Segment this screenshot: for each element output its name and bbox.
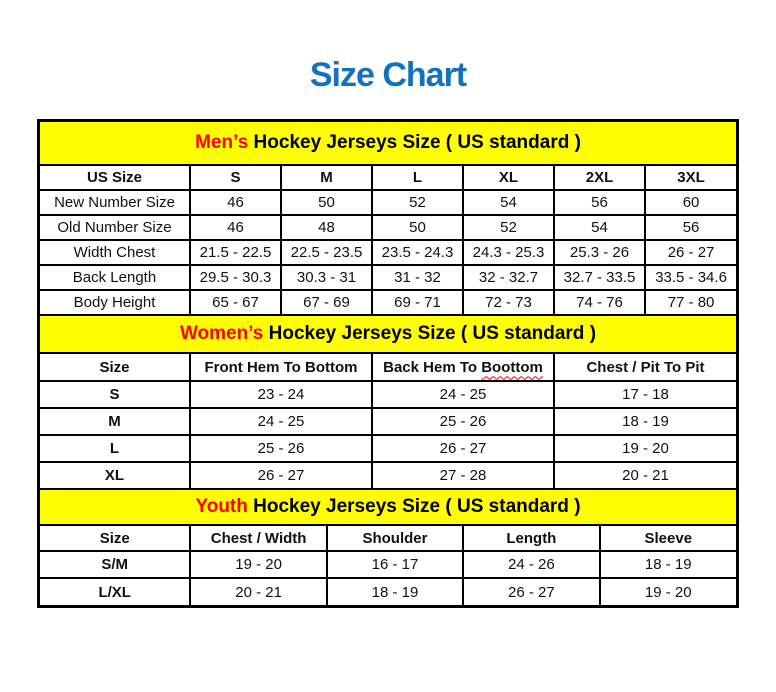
mens-row-new-number-size [40,190,736,215]
size-value: 46 [190,190,281,215]
size-value: 29.5 - 30.3 [190,265,281,290]
page-title: Size Chart [309,56,467,94]
youth-col-header: Length [463,525,599,551]
womens-row-xl [40,462,736,489]
size-value: 48 [281,215,372,240]
youth-banner-highlight: Youth [195,496,248,517]
womens-row-l [40,435,736,462]
mens-row-width-chest [40,240,736,265]
size-value: 26 - 27 [463,578,599,605]
size-value: 56 [554,190,645,215]
size-value: 24.3 - 25.3 [463,240,554,265]
womens-size-table [40,316,736,490]
mens-col-header: 3XL [645,165,736,190]
size-value: 19 - 20 [190,551,326,578]
size-value: 50 [281,190,372,215]
mens-col-header: M [281,165,372,190]
row-label: Old Number Size [40,215,190,240]
size-value: 24 - 25 [190,408,372,435]
mens-banner-text: Hockey Jerseys Size ( US standard ) [248,132,581,153]
size-value: 26 - 27 [372,435,554,462]
womens-banner-highlight: Women’s [179,323,264,344]
size-value: 24 - 25 [372,381,554,408]
size-value: 69 - 71 [372,290,463,315]
mens-col-header: XL [463,165,554,190]
womens-col-header: Size [40,353,190,381]
size-value: 23.5 - 24.3 [372,240,463,265]
row-label: Width Chest [40,240,190,265]
size-chart-container [37,119,739,608]
mens-size-table [40,122,736,316]
size-value: 18 - 19 [327,578,463,605]
row-label: New Number Size [40,190,190,215]
size-value: 67 - 69 [281,290,372,315]
size-value: 33.5 - 34.6 [645,265,736,290]
size-value: 23 - 24 [190,381,372,408]
size-value: 32.7 - 33.5 [554,265,645,290]
row-label: L [40,435,190,462]
size-value: 46 [190,215,281,240]
youth-col-header: Sleeve [600,525,736,551]
mens-header-row [40,165,736,190]
size-value: 20 - 21 [554,462,736,489]
size-value: 26 - 27 [190,462,372,489]
womens-header-row [40,353,736,381]
size-value: 26 - 27 [645,240,736,265]
mens-col-header: 2XL [554,165,645,190]
youth-col-header: Size [40,525,190,551]
back-hem-label: Back Hem To [383,358,482,376]
mens-banner [40,122,736,165]
mens-col-header: US Size [40,165,190,190]
size-value: 25 - 26 [190,435,372,462]
youth-header-row [40,525,736,551]
youth-banner-row [40,490,736,525]
size-value: 20 - 21 [190,578,326,605]
misspelled-word-squiggle: Boottom [481,358,543,376]
mens-banner-highlight: Men’s [195,132,249,153]
youth-row-lxl [40,578,736,605]
womens-row-s [40,381,736,408]
size-value: 60 [645,190,736,215]
size-value: 30.3 - 31 [281,265,372,290]
size-value: 50 [372,215,463,240]
size-value: 52 [372,190,463,215]
size-value: 22.5 - 23.5 [281,240,372,265]
youth-col-header: Chest / Width [190,525,326,551]
womens-banner [40,316,736,353]
row-label: M [40,408,190,435]
size-value: 74 - 76 [554,290,645,315]
size-value: 52 [463,215,554,240]
youth-row-sm [40,551,736,578]
size-value: 54 [463,190,554,215]
size-value: 72 - 73 [463,290,554,315]
youth-banner [40,490,736,525]
womens-row-m [40,408,736,435]
size-value: 18 - 19 [554,408,736,435]
youth-size-table [40,490,736,605]
size-value: 16 - 17 [327,551,463,578]
youth-banner-text: Hockey Jerseys Size ( US standard ) [247,496,581,517]
size-value: 24 - 26 [463,551,599,578]
row-label: Back Length [40,265,190,290]
size-value: 17 - 18 [554,381,736,408]
row-label: S [40,381,190,408]
mens-row-old-number-size [40,215,736,240]
womens-col-header: Front Hem To Bottom [190,353,372,381]
size-value: 65 - 67 [190,290,281,315]
row-label: XL [40,462,190,489]
size-value: 32 - 32.7 [463,265,554,290]
womens-col-header-back-hem [372,353,554,381]
size-value: 25.3 - 26 [554,240,645,265]
size-value: 25 - 26 [372,408,554,435]
mens-row-back-length [40,265,736,290]
size-value: 77 - 80 [645,290,736,315]
row-label: Body Height [40,290,190,315]
row-label: S/M [40,551,190,578]
mens-col-header: S [190,165,281,190]
size-value: 21.5 - 22.5 [190,240,281,265]
size-value: 27 - 28 [372,462,554,489]
size-value: 56 [645,215,736,240]
row-label: L/XL [40,578,190,605]
size-value: 19 - 20 [600,578,736,605]
size-value: 18 - 19 [600,551,736,578]
mens-banner-row [40,122,736,165]
mens-col-header: L [372,165,463,190]
youth-col-header: Shoulder [327,525,463,551]
womens-banner-text: Hockey Jerseys Size ( US standard ) [263,323,597,344]
size-value: 54 [554,215,645,240]
womens-col-header: Chest / Pit To Pit [554,353,736,381]
size-value: 19 - 20 [554,435,736,462]
size-value: 31 - 32 [372,265,463,290]
womens-banner-row [40,316,736,353]
mens-row-body-height [40,290,736,315]
